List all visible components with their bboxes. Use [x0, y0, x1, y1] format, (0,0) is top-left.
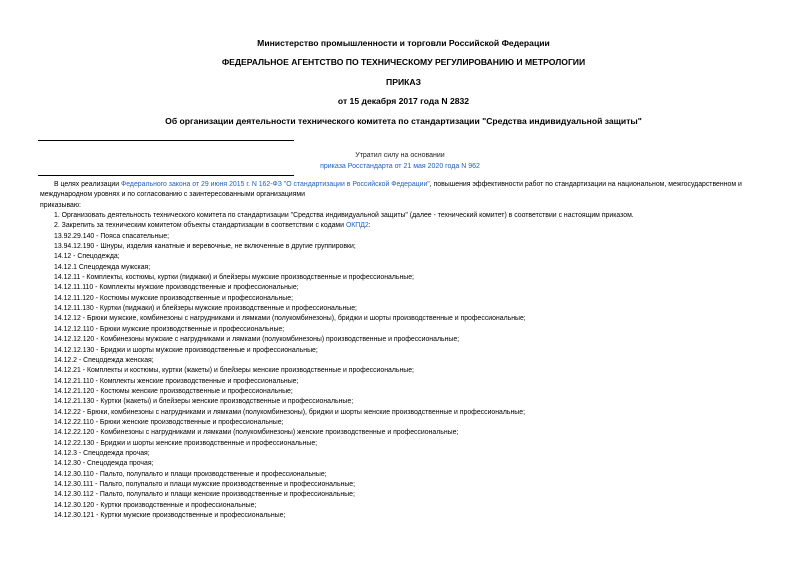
codes-list [40, 232, 772, 522]
status-note-container [300, 161, 500, 172]
code-item: 14.12.12 - Брюки мужские, комбинезоны с нагрудниками и лямками (полукомбинезоны), бриджи и шорты производственные и профессиональные; [54, 315, 526, 323]
preamble-paragraph [40, 180, 772, 201]
point-2 [40, 221, 772, 231]
separator-rule [38, 140, 294, 141]
ministry-heading: Министерство промышленности и торговли Российской Федерации [257, 38, 550, 48]
agency-heading: ФЕДЕРАЛЬНОЕ АГЕНТСТВО ПО ТЕХНИЧЕСКОМУ РЕГУЛИРОВАНИЮ И МЕТРОЛОГИИ [221, 57, 586, 67]
code-item: 14.12.3 - Спецодежда прочая; [54, 449, 150, 457]
code-item: 14.12.12.130 - Бриджи и шорты мужские производственные и профессиональные; [54, 346, 318, 354]
code-item: 14.12.30.111 - Пальто, полупальто и плащи мужские производственные и профессиональные; [54, 480, 356, 488]
date-number-heading: от 15 декабря 2017 года N 2832 [337, 96, 470, 106]
code-item: 14.12.11.120 - Костюмы мужские производственные и профессиональные; [54, 294, 293, 302]
point-2-prefix: 2. Закрепить за техническим комитетом объекты стандартизации в соответствии с кодами [54, 222, 346, 230]
code-item: 14.12.12.120 - Комбинезоны мужские с нагрудниками и лямками (полукомбинезоны) производственные и профессиональные; [54, 336, 460, 344]
code-item: 14.12.30.112 - Пальто, полупальто и плащи женские производственные и профессиональные; [54, 491, 355, 499]
code-item: 14.12.11 - Комплекты, костюмы, куртки (пиджаки) и блейзеры мужские производственные и профессиональные; [54, 274, 414, 282]
document-body [40, 180, 772, 521]
code-item: 14.12.21.130 - Куртки (жакеты) и блейзеры женские производственные и профессиональные; [54, 398, 354, 406]
code-item: 14.12.22.130 - Бриджи и шорты женские производственные и профессиональные; [54, 439, 318, 447]
repeal-order-link[interactable]: приказа Росстандарта от 21 мая 2020 года N 962 [320, 163, 480, 170]
code-item: 14.12 - Спецодежда; [54, 253, 120, 261]
code-item: 14.12.30.121 - Куртки мужские производственные и профессиональные; [54, 512, 286, 519]
code-item: 13.94.12.190 - Шнуры, изделия канатные и веревочные, не включенные в другие группировки; [54, 243, 356, 251]
code-item: 14.12.22 - Брюки, комбинезоны с нагрудниками и лямками (полукомбинезоны), бриджи и шорты женские производственные и профессиональные; [54, 408, 526, 416]
code-item: 14.12.22.120 - Комбинезоны с нагрудниками и лямками (полукомбинезоны) женские производственные и профессиональные; [54, 429, 459, 437]
code-item: 14.12.30.120 - Куртки производственные и профессиональные; [54, 501, 257, 509]
doc-type-heading: ПРИКАЗ [386, 77, 421, 87]
code-item: 14.12.30 - Спецодежда прочая; [54, 460, 154, 468]
code-item: 14.12.21.110 - Комплекты женские производственные и профессиональные; [54, 377, 299, 385]
preamble-suffix: , повышения эффективности работ по стандартизации на национальном, межгосударственном и международном уровнях и по согласованию с заинтересованными организациями [40, 181, 742, 199]
okpd2-link[interactable]: ОКПД2 [345, 222, 369, 230]
order-word: приказываю: [40, 201, 81, 209]
status-note: Утратил силу на основании [355, 152, 445, 159]
preamble-prefix: В целях реализации [54, 181, 122, 188]
document-title: Об организации деятельности технического комитета по стандартизации "Средства индивидуальной защиты" [165, 116, 642, 126]
point-2-suffix: : [368, 222, 371, 230]
code-item: 14.12.12.110 - Брюки мужские производственные и профессиональные; [54, 325, 285, 333]
code-item: 14.12.1 Спецодежда мужская; [54, 263, 151, 271]
separator-rule [38, 175, 294, 176]
code-item: 14.12.21 - Комплекты и костюмы, куртки (жакеты) и блейзеры женские производственные и профессиональные; [54, 367, 414, 375]
code-item: 14.12.21.120 - Костюмы женские производственные и профессиональные; [54, 387, 293, 395]
federal-law-link[interactable]: Федерального закона от 29 июня 2015 г. N 162-ФЗ "О стандартизации в Российской Федерации" [121, 181, 430, 188]
code-item: 14.12.11.130 - Куртки (пиджаки) и блейзеры мужские производственные и профессиональные; [54, 305, 357, 313]
code-item: 14.12.2 - Спецодежда женская; [54, 356, 154, 364]
code-item: 14.12.11.110 - Комплекты мужские производственные и профессиональные; [54, 284, 299, 292]
code-item: 13.92.29.140 - Пояса спасательные; [54, 232, 169, 240]
point-1: 1. Организовать деятельность технического комитета по стандартизации "Средства индивидуальной защиты" (далее - технический комитет) в соответствии с настоящим приказом. [54, 212, 634, 220]
code-item: 14.12.22.110 - Брюки женские производственные и профессиональные; [54, 418, 284, 426]
code-item: 14.12.30.110 - Пальто, полупальто и плащи производственные и профессиональные; [54, 470, 327, 478]
